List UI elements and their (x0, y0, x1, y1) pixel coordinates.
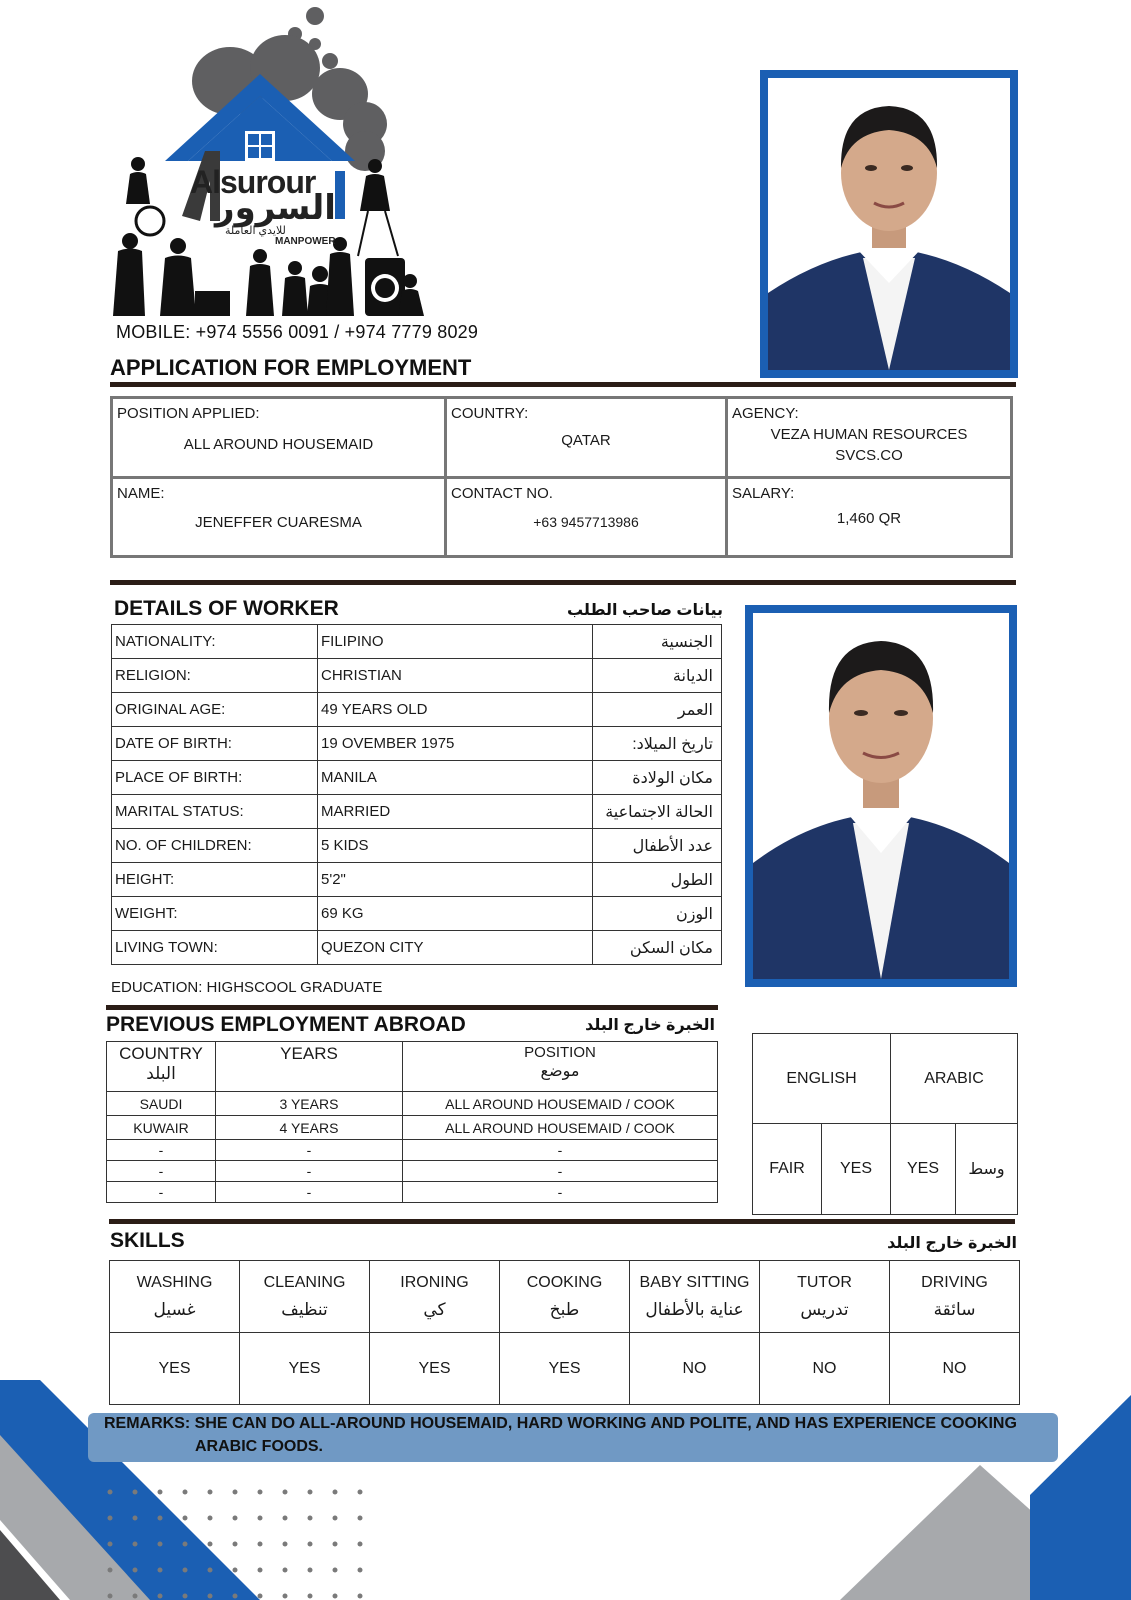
detail-label: RELIGION: (112, 659, 318, 693)
section-divider (106, 1005, 718, 1010)
page-title: APPLICATION FOR EMPLOYMENT (110, 355, 472, 380)
prev-country: - (107, 1161, 216, 1182)
detail-label-ar: تاريخ الميلاد: (593, 727, 722, 761)
position-value: ALL AROUND HOUSEMAID (183, 436, 374, 453)
skill-baby-sitting (630, 1261, 760, 1333)
section-divider (110, 580, 1016, 585)
table-row (112, 863, 722, 897)
skill-value: YES (500, 1333, 630, 1405)
detail-label-ar: مكان الولادة (593, 761, 722, 795)
table-header-row (107, 1042, 718, 1092)
detail-value: QUEZON CITY (318, 931, 593, 965)
header-country-en: COUNTRY (119, 1044, 203, 1063)
contact-label: CONTACT NO. (451, 485, 553, 502)
skill-driving (890, 1261, 1020, 1333)
arabic-level: وسط (956, 1124, 1018, 1215)
detail-label-ar: الديانة (593, 659, 722, 693)
prev-position: ALL AROUND HOUSEMAID / COOK (403, 1116, 718, 1140)
logo-name-en: Alsurour (190, 164, 316, 200)
header-country (107, 1042, 216, 1092)
agency-label: AGENCY: (732, 405, 799, 422)
prev-years: - (216, 1161, 403, 1182)
detail-label: LIVING TOWN: (112, 931, 318, 965)
position-cell (112, 398, 446, 478)
table-row (110, 1261, 1020, 1333)
remarks-box (88, 1413, 1058, 1462)
skills-title: SKILLS (110, 1229, 185, 1252)
detail-label: NO. OF CHILDREN: (112, 829, 318, 863)
prev-country: - (107, 1140, 216, 1161)
contact-value: +63 9457713986 (533, 514, 639, 530)
prev-country: - (107, 1182, 216, 1203)
detail-label: PLACE OF BIRTH: (112, 761, 318, 795)
skill-washing (110, 1261, 240, 1333)
company-logo (110, 6, 440, 324)
table-row (112, 727, 722, 761)
header-country-ar: البلد (146, 1064, 176, 1083)
table-row (112, 795, 722, 829)
table-row (107, 1161, 718, 1182)
skill-tutor (760, 1261, 890, 1333)
skill-label-ar: غسيل (153, 1299, 196, 1319)
previous-employment-table (106, 1041, 718, 1203)
table-row (112, 659, 722, 693)
arabic-header: ARABIC (891, 1034, 1018, 1124)
prev-position: - (403, 1161, 718, 1182)
header-position-ar: موضع (540, 1063, 580, 1080)
table-row (112, 829, 722, 863)
skill-label: DRIVING (921, 1273, 988, 1291)
detail-value: 19 OVEMBER 1975 (318, 727, 593, 761)
applicant-photo-side (745, 605, 1017, 987)
detail-label-ar: العمر (593, 693, 722, 727)
english-level: FAIR (753, 1124, 822, 1215)
mobile-contact: MOBILE: +974 5556 0091 / +974 7779 8029 (116, 322, 479, 342)
header-years (216, 1042, 403, 1092)
logo-name-ar: السرور (215, 189, 336, 227)
portrait-image (753, 613, 1009, 979)
detail-label: ORIGINAL AGE: (112, 693, 318, 727)
english-yes: YES (822, 1124, 891, 1215)
english-header: ENGLISH (753, 1034, 891, 1124)
skill-label: BABY SITTING (639, 1273, 750, 1291)
detail-label-ar: الجنسية (593, 625, 722, 659)
name-value: JENEFFER CUARESMA (195, 514, 362, 531)
skill-label: COOKING (526, 1273, 603, 1291)
skill-label: TUTOR (797, 1273, 852, 1291)
detail-value: 49 YEARS OLD (318, 693, 593, 727)
prev-years: - (216, 1182, 403, 1203)
skill-label: WASHING (136, 1273, 213, 1291)
prev-years: 3 YEARS (216, 1092, 403, 1116)
title-underline (110, 382, 1016, 387)
prev-years: - (216, 1140, 403, 1161)
dot-pattern (106, 1488, 376, 1600)
table-row (112, 693, 722, 727)
header-position-en: POSITION (524, 1044, 596, 1061)
table-row (112, 625, 722, 659)
detail-value: MANILA (318, 761, 593, 795)
position-label: POSITION APPLIED: (117, 405, 260, 422)
summary-table (110, 396, 1013, 558)
detail-label: WEIGHT: (112, 897, 318, 931)
details-title: DETAILS OF WORKER (114, 597, 339, 620)
table-row (107, 1116, 718, 1140)
skill-label-ar: عناية بالأطفال (645, 1299, 744, 1319)
detail-label-ar: الطول (593, 863, 722, 897)
skill-ironing (370, 1261, 500, 1333)
education-text: EDUCATION: HIGHSCOOL GRADUATE (111, 979, 383, 996)
prev-years: 4 YEARS (216, 1116, 403, 1140)
skill-cleaning (240, 1261, 370, 1333)
skill-label-ar: كي (423, 1299, 446, 1319)
table-row (112, 931, 722, 965)
skill-value: YES (240, 1333, 370, 1405)
table-row (753, 1034, 1018, 1124)
name-label: NAME: (117, 485, 165, 502)
logo-tagline-en: MANPOWER (275, 236, 336, 247)
detail-label-ar: الوزن (593, 897, 722, 931)
prev-position: - (403, 1140, 718, 1161)
prev-position: ALL AROUND HOUSEMAID / COOK (403, 1092, 718, 1116)
detail-value: MARRIED (318, 795, 593, 829)
table-row (110, 1333, 1020, 1405)
detail-label: HEIGHT: (112, 863, 318, 897)
name-cell (112, 478, 446, 557)
arabic-yes: YES (891, 1124, 956, 1215)
portrait-image (768, 78, 1010, 370)
details-title-ar: بيانات صاحب الطلب (566, 602, 723, 619)
skill-value: NO (760, 1333, 890, 1405)
details-table (111, 624, 722, 965)
detail-label: NATIONALITY: (112, 625, 318, 659)
detail-value: 5 KIDS (318, 829, 593, 863)
prev-country: KUWAIR (107, 1116, 216, 1140)
detail-value: 69 KG (318, 897, 593, 931)
applicant-photo-top (760, 70, 1018, 378)
skill-cooking (500, 1261, 630, 1333)
previous-title-ar: الخبرة خارج البلد (585, 1017, 715, 1034)
header-position (403, 1042, 718, 1092)
detail-label-ar: مكان السكن (593, 931, 722, 965)
table-row (107, 1140, 718, 1161)
section-divider (109, 1219, 1015, 1224)
prev-position: - (403, 1182, 718, 1203)
skill-label-ar: طبخ (549, 1299, 580, 1319)
skill-label-ar: سائقة (933, 1299, 976, 1319)
language-table (752, 1033, 1018, 1215)
skill-label: IRONING (400, 1273, 469, 1291)
detail-label-ar: الحالة الاجتماعية (593, 795, 722, 829)
detail-value: 5'2" (318, 863, 593, 897)
skill-value: YES (110, 1333, 240, 1405)
skill-value: NO (890, 1333, 1020, 1405)
country-value: QATAR (561, 432, 611, 449)
agency-value-line2: SVCS.CO (835, 447, 903, 464)
detail-label: DATE OF BIRTH: (112, 727, 318, 761)
skill-label-ar: تدريس (800, 1299, 849, 1319)
remarks-line1: REMARKS: SHE CAN DO ALL-AROUND HOUSEMAID, HARD WORKING AND POLITE, AND HAS EXPERIENCE COOKING (104, 1415, 1017, 1432)
detail-label-ar: عدد الأطفال (593, 829, 722, 863)
salary-cell (727, 478, 1012, 557)
skill-label-ar: تنظيف (281, 1299, 328, 1319)
agency-cell (727, 398, 1012, 478)
logo-tagline-ar: للايدي العاملة (225, 225, 286, 237)
detail-label: MARITAL STATUS: (112, 795, 318, 829)
skills-table (109, 1260, 1020, 1405)
country-label: COUNTRY: (451, 405, 529, 422)
previous-title: PREVIOUS EMPLOYMENT ABROAD (106, 1013, 466, 1036)
skill-value: YES (370, 1333, 500, 1405)
header-years-en: YEARS (280, 1044, 338, 1063)
detail-value: FILIPINO (318, 625, 593, 659)
prev-country: SAUDI (107, 1092, 216, 1116)
remarks-line2: ARABIC FOODS. (195, 1438, 323, 1455)
table-row (112, 761, 722, 795)
skills-title-ar: الخبرة خارج البلد (887, 1235, 1017, 1252)
skill-value: NO (630, 1333, 760, 1405)
skill-label: CLEANING (263, 1273, 346, 1291)
table-row (112, 897, 722, 931)
table-row (107, 1092, 718, 1116)
salary-label: SALARY: (732, 485, 795, 502)
country-cell (446, 398, 727, 478)
table-row (107, 1182, 718, 1203)
table-row (753, 1124, 1018, 1215)
detail-value: CHRISTIAN (318, 659, 593, 693)
salary-value: 1,460 QR (836, 510, 902, 527)
agency-value-line1: VEZA HUMAN RESOURCES (770, 426, 968, 443)
contact-cell (446, 478, 727, 557)
